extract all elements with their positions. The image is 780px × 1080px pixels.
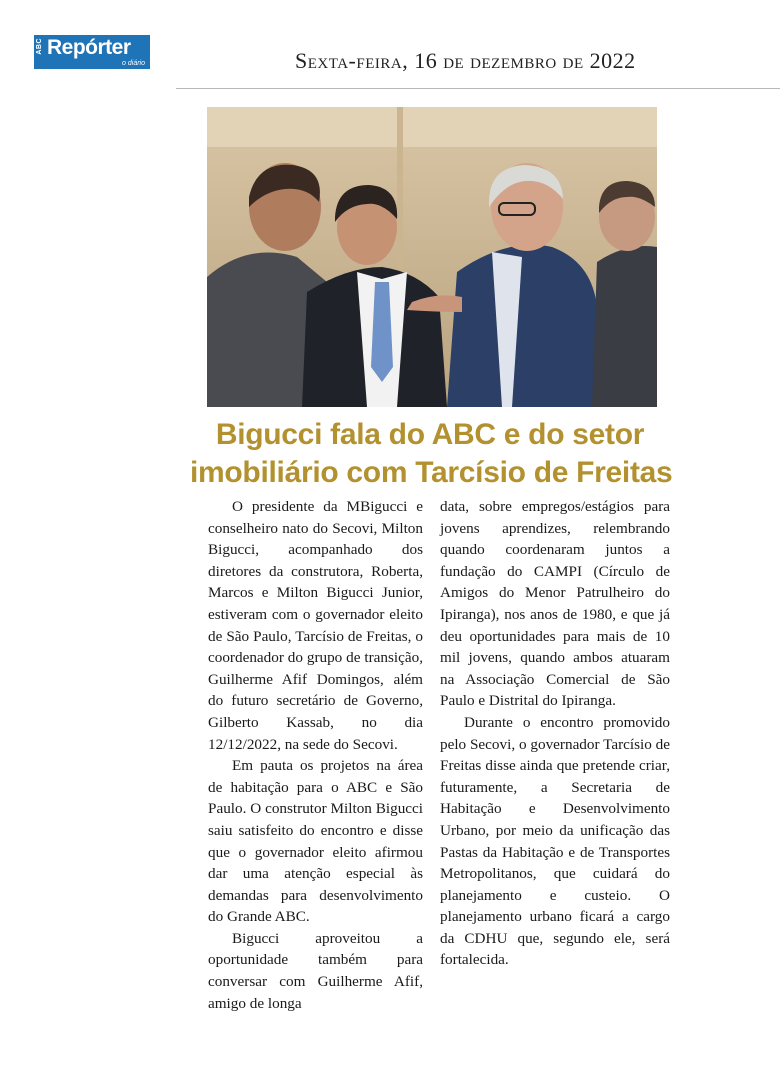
header-divider (176, 88, 780, 89)
paragraph: O presidente da MBigucci e conselheiro nato do Secovi, Milton Bigucci, acompanhado dos diretores da construtora, Roberta, Marcos e Milton Bigucci Junior, estiveram com o governador eleito de São Paulo, Tarcísio de Freitas, o coordenador do grupo de transição, Guilherme Afif Domingos, além do futuro secretário de Governo, Gilberto Kassab, no dia 12/12/2022, na sede do Secovi. (208, 498, 423, 753)
paragraph: data, sobre empregos/estágios para jovens aprendizes, relembrando quando coordenaram juntos a fundação do CAMPI (Círculo de Amigos do Menor Patrulheiro do Ipiranga), nos anos de 1980, e que já deu oportunidades para mais de 10 mil jovens, quando ambos atuaram na Associação Comercial de São Paulo e Distrital do Ipiranga. (440, 498, 670, 710)
article-headline (190, 416, 673, 492)
article-column-right (440, 496, 670, 971)
photo-illustration (207, 107, 657, 407)
logo-prefix: ABC (36, 38, 43, 55)
headline-line-2: imobiliário com Tarcísio de Freitas (190, 456, 673, 489)
article-photo (207, 107, 657, 407)
logo-suffix: o diário (122, 60, 145, 67)
newspaper-logo (34, 35, 150, 69)
issue-date: Sexta-feira, 16 de dezembro de 2022 (295, 48, 636, 73)
logo-name: Repórter (47, 36, 131, 59)
paragraph: Em pauta os projetos na área de habitação para o ABC e São Paulo. O construtor Milton Bigucci saiu satisfeito do encontro e disse que o governador eleito afirmou dar uma atenção especial às demandas para desenvolvimento do Grande ABC. (208, 757, 423, 926)
article-column-left (208, 496, 423, 1014)
paragraph: Durante o encontro promovido pelo Secovi, o governador Tarcísio de Freitas disse ainda que pretende criar, futuramente, a Secretaria de Habitação e Desenvolvimento Urbano, por meio da unificação das Pastas da Habitação e de Transportes Metropolitanos, que cuidará do planejamento e custeio. O planejamento urbano ficará a cargo da CDHU que, segundo ele, será fortalecida. (440, 713, 670, 969)
headline-line-1: Bigucci fala do ABC e do setor (215, 418, 645, 451)
paragraph: Bigucci aproveitou a oportunidade também para conversar com Guilherme Afif, amigo de longa (208, 929, 423, 1012)
